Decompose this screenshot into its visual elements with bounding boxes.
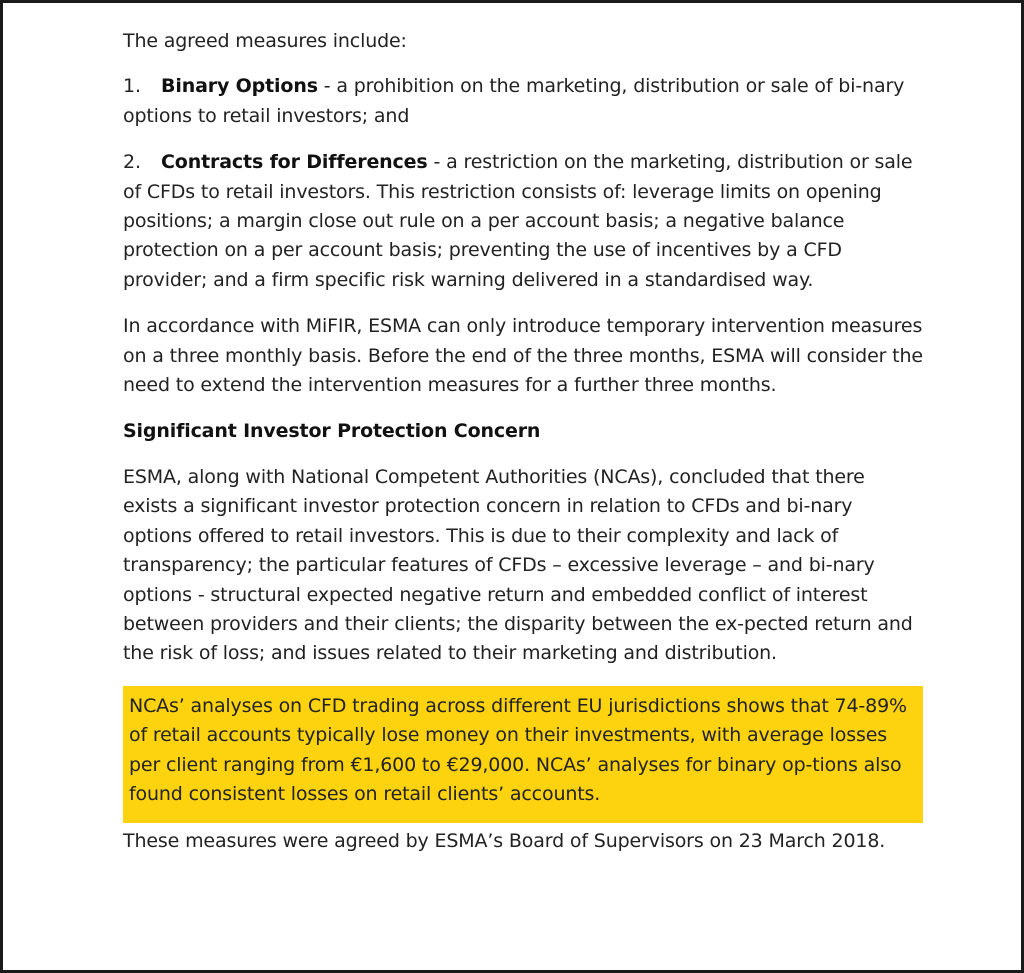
intro-text: The agreed measures include: bbox=[123, 30, 407, 52]
mifir-paragraph: In accordance with MiFIR, ESMA can only introduce temporary intervention measures on a three monthly basis. Before the end of the three months, ESMA will consider the need to extend the intervention measures for a further three months. bbox=[123, 315, 923, 397]
closing-paragraph: These measures were agreed by ESMA’s Board of Supervisors on 23 March 2018. bbox=[123, 830, 886, 853]
highlighted-statistics-paragraph: NCAs’ analyses on CFD trading across different EU jurisdictions shows that 74-89% of retail accounts typically lose money on their investments, with average losses per client ranging from €1,600 to €29,000. NCAs’ analyses for binary op-tions also found consistent losses on retail clients’ accounts. bbox=[123, 686, 923, 824]
measure-number: 2. bbox=[123, 151, 141, 174]
measure-number: 1. bbox=[123, 75, 141, 98]
measure-description: - a restriction on the marketing, distribution or sale of CFDs to retail investors. This restriction consists of: leverage limits on opening positions; a margin close out rule on a per account basis; a negative balance protection on a per account basis; preventing the use of incentives by a CFD provider; and a firm specific risk warning delivered in a standardised way. bbox=[123, 151, 913, 291]
document-body bbox=[123, 27, 923, 857]
measure-description: - a prohibition on the marketing, distribution or sale of bi-nary options to retail investors; and bbox=[123, 75, 905, 127]
section-heading: Significant Investor Protection Concern bbox=[123, 420, 541, 443]
measure-term: Binary Options bbox=[161, 75, 318, 98]
concern-paragraph: ESMA, along with National Competent Authorities (NCAs), concluded that there exists a significant investor protection concern in relation to CFDs and bi-nary options offered to retail investors. This is due to their complexity and lack of transparency; the particular features of CFDs – excessive leverage – and bi-nary options - structural expected negative return and embedded conflict of interest between providers and their clients; the disparity between the ex-pected return and the risk of loss; and issues related to their marketing and distribution. bbox=[123, 465, 913, 665]
measure-item-binary-options bbox=[123, 72, 923, 131]
measure-term: Contracts for Differences bbox=[161, 151, 428, 174]
measure-item-cfd bbox=[123, 148, 923, 295]
